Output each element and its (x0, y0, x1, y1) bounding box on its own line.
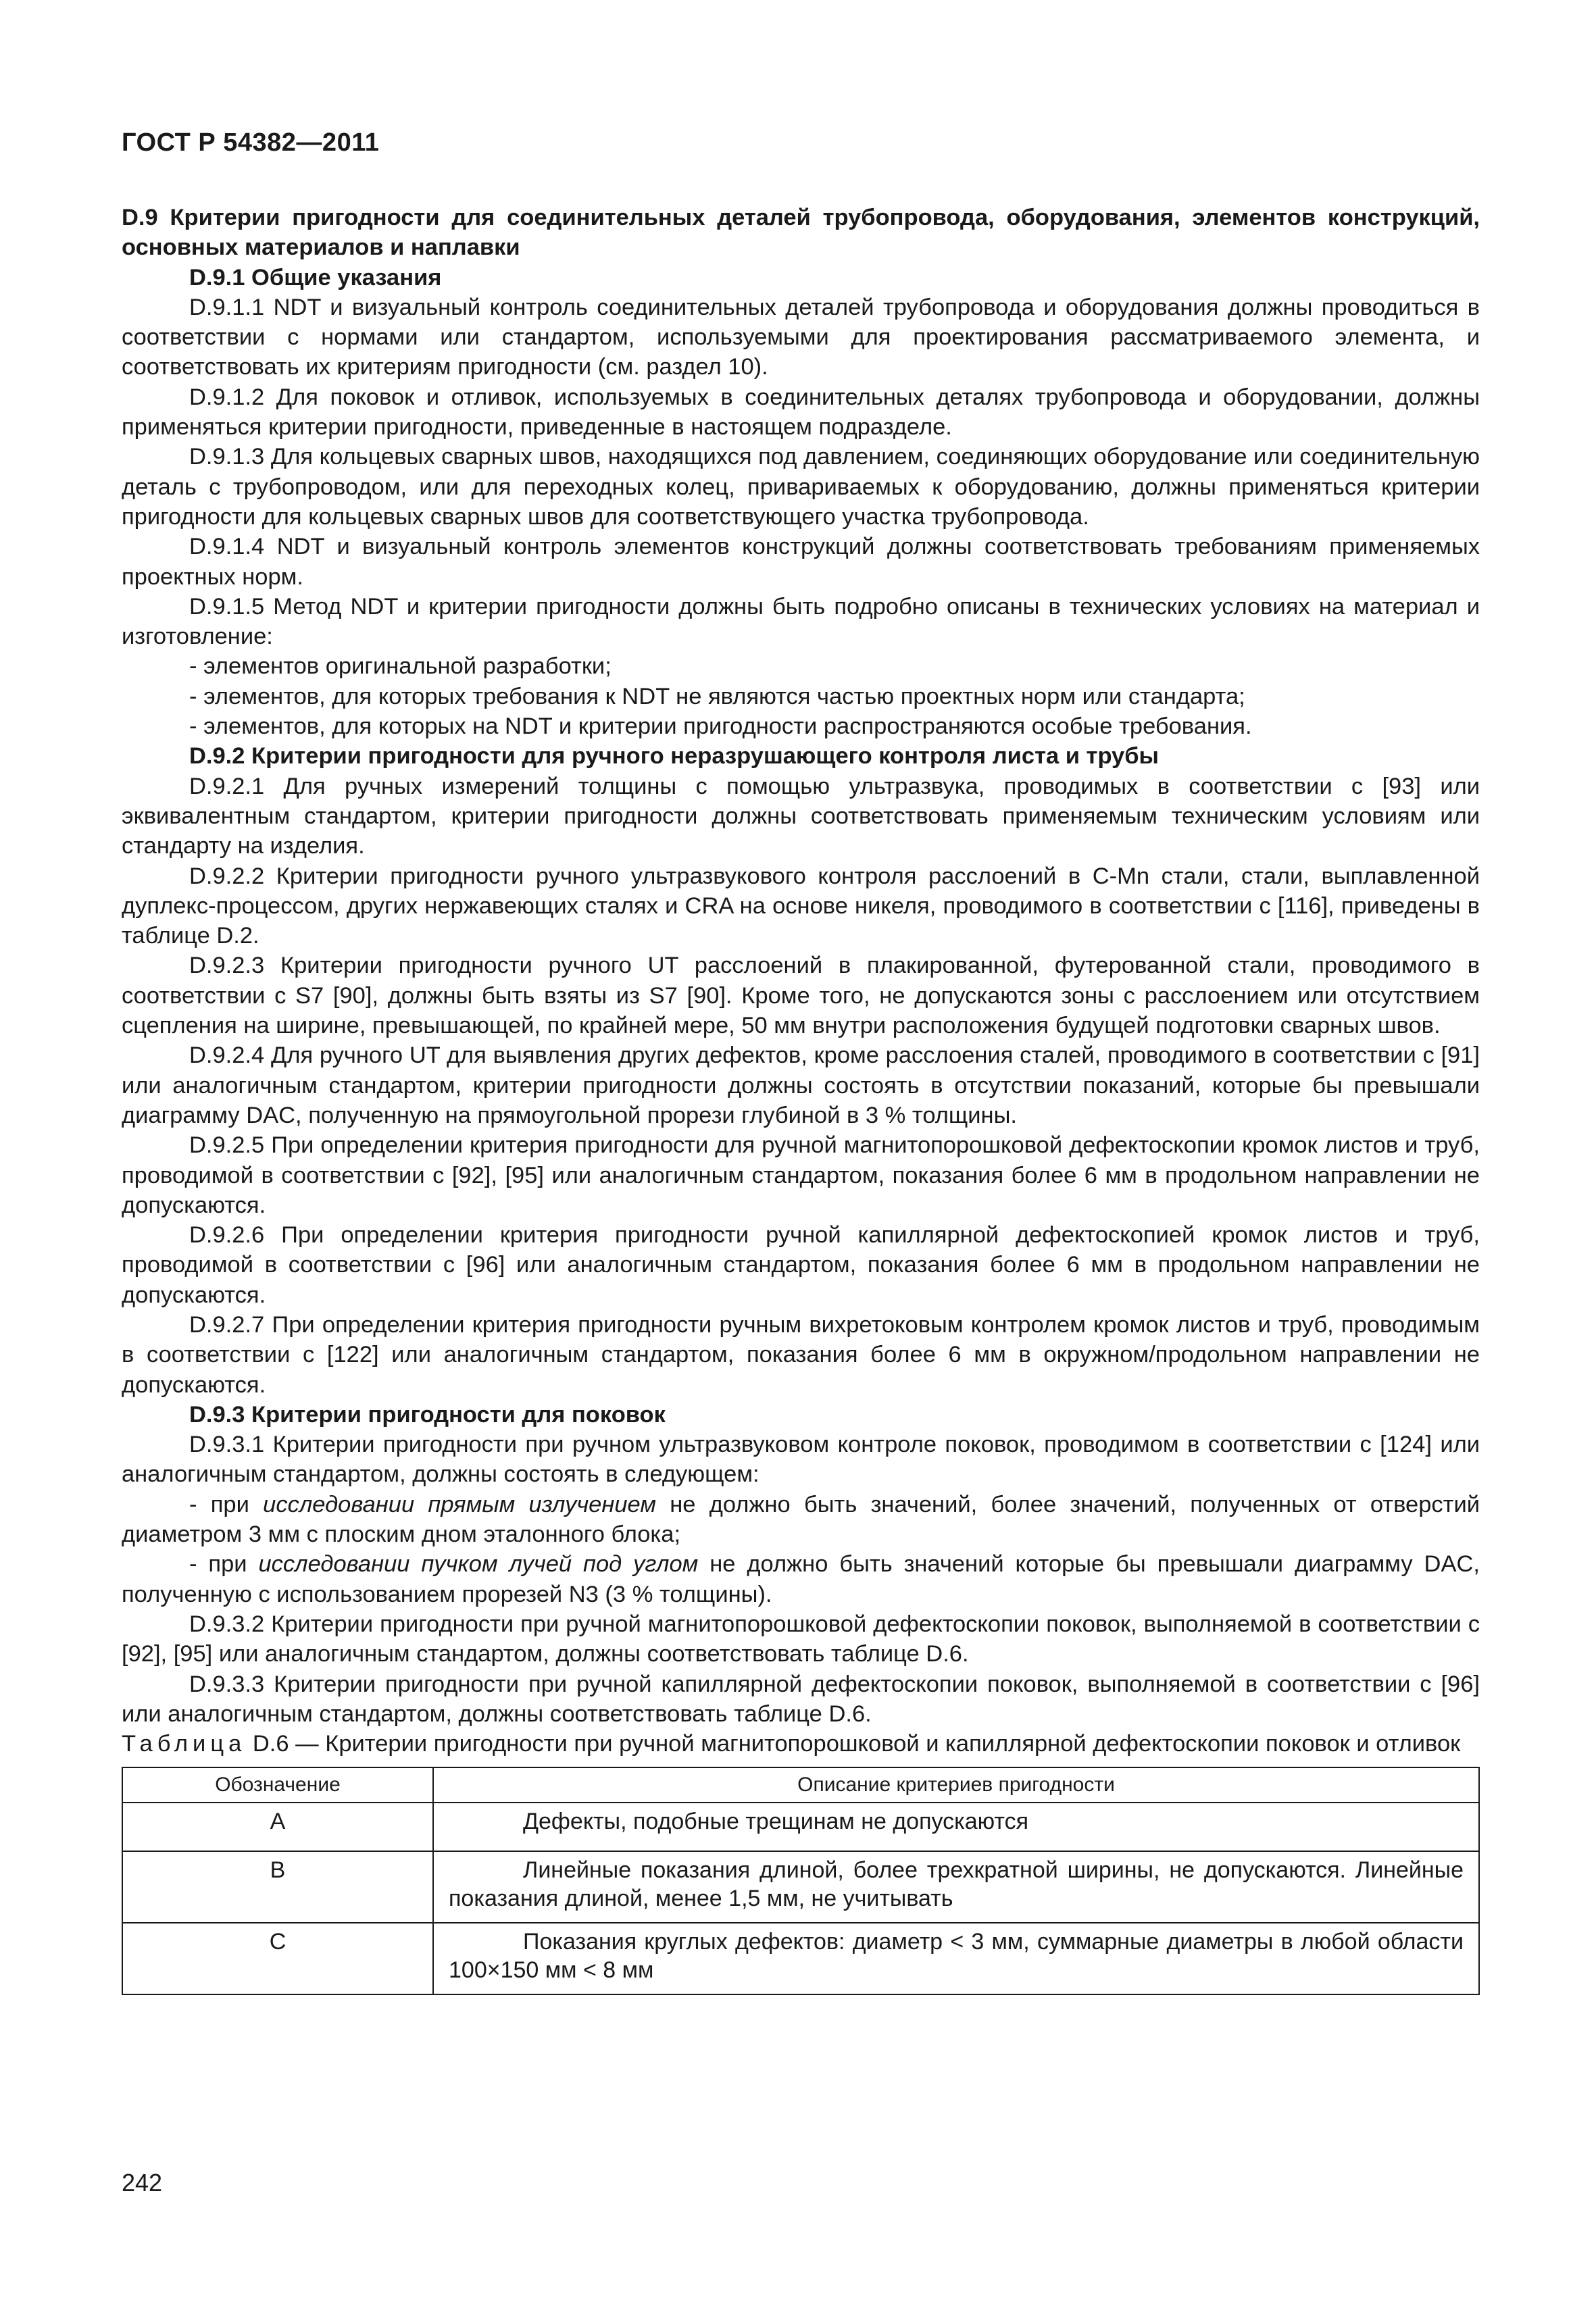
subsection-title: D.9.1 Общие указания (189, 264, 442, 291)
paragraph: D.9.3.3 Критерии пригодности при ручной капиллярной дефектоскопии поковок, выполняемой в соответствии с [96] или аналогичным стандартом, должны соответствовать таблице D.6. (122, 1671, 1480, 1727)
paragraph: D.9.3.1 Критерии пригодности при ручном ультразвуковом контроле поковок, проводимом в соответствии с [124] или аналогичным стандартом, должны состоять в следующем: (122, 1432, 1480, 1488)
paragraph: D.9.1.1 NDT и визуальный контроль соединительных деталей трубопровода и оборудования должны проводиться в соответствии с нормами или стандартом, используемыми для проектирования рассматриваемого элемента, и соответствовать их критериям пригодности (см. раздел 10). (122, 294, 1480, 380)
paragraph: D.9.2.1 Для ручных измерений толщины с помощью ультразвука, проводимых в соответствии с [93] или эквивалентным стандартом, критерии пригодности должны соответствовать применяемым техническим условиям или стандарту на изделия. (122, 773, 1480, 859)
paragraph: D.9.2.2 Критерии пригодности ручного ультразвукового контроля расслоений в C-Mn стали, стали, выплавленной дуплекс-процессом, других нержавеющих сталях и CRA на основе никеля, проводимого в соответствии с [116], приведены в таблице D.2. (122, 863, 1480, 949)
list-item-prefix: - при (189, 1491, 264, 1517)
table-cell-description-text: Линейные показания длиной, более трехкратной ширины, не допускаются. Линейные показания длиной, менее 1,5 мм, не учитывать (449, 1857, 1464, 1912)
paragraph: D.9.1.2 Для поковок и отливок, используемых в соединительных деталях трубопровода и оборудовании, должны применяться критерии пригодности, приведенные в настоящем подразделе. (122, 384, 1480, 441)
paragraph: D.9.1.4 NDT и визуальный контроль элементов конструкций должны соответствовать требованиям применяемых проектных норм. (122, 534, 1480, 590)
list-item-emphasis: исследовании пучком лучей под углом (258, 1551, 699, 1578)
list-item-prefix: - при (189, 1551, 259, 1578)
table-cell-description (433, 1923, 1479, 1994)
table-row (122, 1803, 1479, 1851)
paragraph: D.9.2.3 Критерии пригодности ручного UT расслоений в плакированной, футерованной стали, проводимого в соответствии с S7 [90], должны быть взяты из S7 [90]. Кроме того, не допускаются зоны с расслоением или отсутствием сцепления на ширине, превышающей, по крайней мере, 50 мм внутри расположения будущей подготовки сварных швов. (122, 953, 1480, 1039)
list-item (122, 1549, 1480, 1609)
table-cell-code: B (122, 1851, 433, 1923)
table-cell-code: A (122, 1803, 433, 1851)
table-cell-description (433, 1803, 1479, 1851)
criteria-table (122, 1767, 1480, 1995)
list-item-emphasis: исследовании прямым излучением (263, 1491, 656, 1517)
page-number: 242 (122, 2169, 163, 2196)
table-cell-description (433, 1851, 1479, 1923)
subsection-title: D.9.2 Критерии пригодности для ручного неразрушающего контроля листа и трубы (189, 743, 1159, 770)
paragraph: D.9.2.6 При определении критерия пригодности ручной капиллярной дефектоскопией кромок листов и труб, проводимой в соответствии с [96] или аналогичным стандартом, показания более 6 мм в продольном направлении не допускаются. (122, 1222, 1480, 1308)
paragraph: D.9.2.5 При определении критерия пригодности для ручной магнитопорошковой дефектоскопии кромок листов и труб, проводимой в соответствии с [92], [95] или аналогичным стандартом, показания более 6 мм в продольном направлении не допускаются. (122, 1132, 1480, 1218)
table-caption-label: Таблица (122, 1731, 247, 1757)
list-item-text: не должно быть значений которые бы превышали диаграмму DAC, полученную с использованием прорезей N3 (3 % толщины). (122, 1551, 1480, 1607)
list-item: - элементов, для которых требования к NDT не являются частью проектных норм или стандарта; (189, 683, 1245, 709)
table-row (122, 1923, 1479, 1994)
paragraph: D.9.2.7 При определении критерия пригодности ручным вихретоковым контролем кромок листов и труб, проводимым в соответствии с [122] или аналогичным стандартом, показания более 6 мм в окружном/продольном направлении не допускаются. (122, 1311, 1480, 1398)
table-header-row (122, 1767, 1479, 1803)
paragraph: D.9.1.3 Для кольцевых сварных швов, находящихся под давлением, соединяющих оборудование или соединительную деталь с трубопроводом, или для переходных колец, привариваемых к оборудованию, должны применяться критерии пригодности для кольцевых сварных швов для соответствующего участка трубопровода. (122, 444, 1480, 530)
list-item: - элементов оригинальной разработки; (189, 653, 612, 680)
table-cell-description-text: Дефекты, подобные трещинам не допускаются (523, 1809, 1028, 1835)
subsection-title: D.9.3 Критерии пригодности для поковок (189, 1401, 666, 1428)
table-cell-code: C (122, 1923, 433, 1994)
table-caption (122, 1729, 1480, 1759)
section-title: D.9 Критерии пригодности для соединительных деталей трубопровода, оборудования, элементов конструкций, основных материалов и наплавки (122, 205, 1480, 261)
list-item-text: не должно быть значений, более значений, полученных от отверстий диаметром 3 мм с плоским дном эталонного блока; (122, 1491, 1480, 1548)
list-item (122, 1490, 1480, 1550)
document-body (122, 203, 1480, 1995)
column-header-designation: Обозначение (122, 1767, 433, 1803)
document-header: ГОСТ Р 54382—2011 (122, 128, 380, 157)
paragraph: D.9.2.4 Для ручного UT для выявления других дефектов, кроме расслоения сталей, проводимого в соответствии с [91] или аналогичным стандартом, критерии пригодности должны состоять в отсутствии показаний, которые бы превышали диаграмму DAC, полученную на прямоугольной прорези глубиной в 3 % толщины. (122, 1042, 1480, 1128)
table-caption-text: D.6 — Критерии пригодности при ручной магнитопорошковой и капиллярной дефектоскопии поковок и отливок (246, 1731, 1461, 1757)
list-item: - элементов, для которых на NDT и критерии пригодности распространяются особые требования. (189, 713, 1252, 740)
paragraph: D.9.1.5 Метод NDT и критерии пригодности должны быть подробно описаны в технических условиях на материал и изготовление: (122, 593, 1480, 650)
table-cell-description-text: Показания круглых дефектов: диаметр < 3 мм, суммарные диаметры в любой области 100×150 мм < 8 мм (449, 1929, 1464, 1984)
paragraph: D.9.3.2 Критерии пригодности при ручной магнитопорошковой дефектоскопии поковок, выполняемой в соответствии с [92], [95] или аналогичным стандартом, должны соответствовать таблице D.6. (122, 1611, 1480, 1667)
column-header-description: Описание критериев пригодности (433, 1767, 1479, 1803)
table-row (122, 1851, 1479, 1923)
